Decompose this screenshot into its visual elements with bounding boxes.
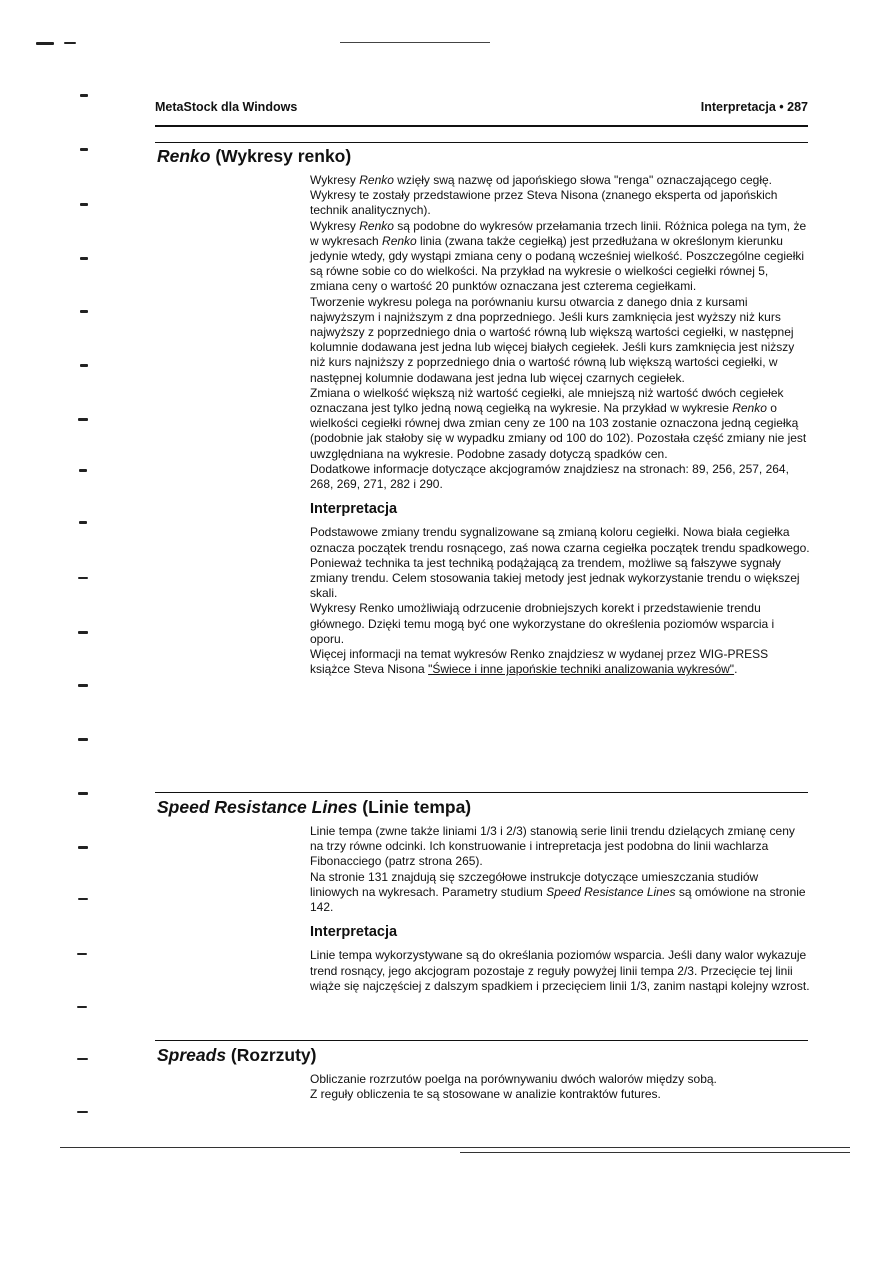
- section-title-italic: Renko: [157, 146, 211, 166]
- section-body-spreads: [310, 1072, 810, 1102]
- margin-mark: [78, 684, 88, 687]
- section-title-renko: [157, 146, 351, 167]
- paragraph: Na stronie 131 znajdują się szczegółowe instrukcje dotyczące umieszczania studiów liniowych na wykresach. Parametry studium Speed Resistance Lines są omówione na stronie 142.: [310, 869, 806, 915]
- running-header: [155, 100, 808, 116]
- header-book-title: MetaStock dla Windows: [155, 100, 298, 114]
- paragraph: Z reguły obliczenia te są stosowane w analizie kontraktów futures.: [310, 1087, 661, 1102]
- margin-mark: [80, 257, 88, 260]
- paragraph: Linie tempa (zwne także liniami 1/3 i 2/3) stanowią serie linii trendu dzielących zmianę ceny na trzy równe odcinki. Ich konstruowanie i intrepretacja jest podobna do linii wachlarza Fibonacciego (patrz strona 265).: [310, 824, 795, 869]
- paragraph: Więcej informacji na temat wykresów Renko znajdziesz w wydanej przez WIG-PRESS książce Steva Nisona "Świece i inne japońskie techniki analizowania wykresów".: [310, 647, 769, 677]
- margin-mark: [78, 898, 88, 900]
- margin-mark: [64, 42, 76, 44]
- paragraph: Wykresy Renko są podobne do wykresów przełamania trzech linii. Różnica polega na tym, że w wykresach Renko linia (zwana także cegiełką) jest przedłużana w określonym kierunku jedynie wtedy, gdy wystąpi zmiana ceny o podaną wcześniej wielkość. Poszczególne cegiełki są równe sobie co do wielkości. Na przykład na wykresie o wielkości cegiełki równej 5, zmiana ceny o wartość 20 punktów oznaczana jest czterema cegiełkami.: [310, 218, 807, 294]
- sub-heading-interpretacja: Interpretacja: [310, 924, 398, 941]
- paragraph: Linie tempa wykorzystywane są do określania poziomów wsparcia. Jeśli dany walor wykazuje trend rosnący, jego akcjogram pozostaje z reguły powyżej linii tempa 2/3. Przecięcie tej linii wiąże się najczęściej z dalszym spadkiem i przecięciem linii 1/3, zanim nastąpi kolejny wzrost.: [310, 948, 810, 993]
- margin-mark: [80, 148, 88, 151]
- paragraph: Wykresy Renko umożliwiają odrzucenie drobniejszych korekt i przedstawienie trendu głównego. Dzięki temu mogą być one wykorzystane do określenia poziomów wsparcia i oporu.: [310, 601, 775, 646]
- section-title-rest: (Rozrzuty): [226, 1045, 317, 1065]
- paragraph: Obliczanie rozrzutów poelga na porównywaniu dwóch walorów między sobą.: [310, 1072, 717, 1086]
- margin-mark: [80, 310, 88, 313]
- margin-mark: [78, 846, 88, 849]
- section-rule: [155, 792, 808, 793]
- section-title-speed-resistance-lines: [157, 797, 471, 818]
- section-body-speed-resistance-lines: [310, 824, 810, 994]
- section-rule: [155, 142, 808, 143]
- paragraph: Wykresy Renko wzięły swą nazwę od japońskiego słowa "renga" oznaczającego cegłę. Wykresy te zostały przedstawione przez Steva Nisona (znanego eksperta od japońskich technik analitycznych).: [310, 173, 778, 218]
- margin-mark: [78, 738, 88, 741]
- paragraph: Podstawowe zmiany trendu sygnalizowane są zmianą koloru cegiełki. Nowa biała cegiełka oznacza początek trendu rosnącego, zaś nowa czarna cegiełka początek trendu spadkowego. Ponieważ technika ta jest techniką podążającą za trendem, możliwe są fałszywe sygnały zmiany trendu. Celem stosowania takiej metody jest jednak wykorzystanie trendu o większej skali.: [310, 525, 810, 601]
- margin-mark: [78, 577, 88, 579]
- scan-bottom-rule: [60, 1147, 850, 1148]
- margin-mark: [77, 1111, 88, 1113]
- scan-top-rule: [340, 42, 490, 43]
- header-page-info: Interpretacja • 287: [700, 100, 808, 114]
- margin-mark: [36, 42, 54, 45]
- section-title-italic: Speed Resistance Lines: [157, 797, 358, 817]
- margin-mark: [80, 364, 88, 367]
- section-body-renko: [310, 173, 810, 678]
- header-rule: [155, 125, 808, 127]
- section-title-italic: Spreads: [157, 1045, 227, 1065]
- scan-bottom-rule: [460, 1152, 850, 1153]
- margin-mark: [80, 94, 88, 97]
- section-title-rest: (Linie tempa): [357, 797, 472, 817]
- margin-mark: [78, 631, 88, 634]
- margin-mark: [79, 469, 87, 472]
- margin-mark: [78, 418, 88, 421]
- section-title-rest: (Wykresy renko): [210, 146, 352, 166]
- sub-heading-interpretacja: Interpretacja: [310, 501, 398, 518]
- margin-mark: [79, 521, 87, 524]
- margin-mark: [77, 1058, 88, 1060]
- margin-mark: [77, 953, 87, 955]
- paragraph: Tworzenie wykresu polega na porównaniu kursu otwarcia z danego dnia z kursami najwyższym i najniższym z dna poprzedniego. Jeśli kurs zamknięcia jest wyższy niż kurs najwyższy z poprzedniego dnia o wartość równą lub większą wartości cegiełki, w następnej kolumnie dodawana jest jedna lub więcej białych cegiełek. Jeśli kurs zamknięcia jest niższy niż kurs najniższy z poprzedniego dnia o wartość równą lub większą wartości cegiełki, w następnej kolumnie dodawana jest jedna lub więcej czarnych cegiełek.: [310, 294, 795, 385]
- section-rule: [155, 1040, 808, 1041]
- book-reference-link[interactable]: "Świece i inne japońskie techniki analizowania wykresów": [428, 662, 735, 677]
- margin-mark: [78, 792, 88, 795]
- margin-mark: [80, 203, 88, 206]
- paragraph: Zmiana o wielkość większą niż wartość cegiełki, ale mniejszą niż wartość dwóch cegiełek oznaczana jest tylko jedną nową cegiełką na wykresie. Na przykład w wykresie Renko o wielkości cegiełki równej dwa zmian ceny ze 100 na 103 zostanie oznaczona jedną cegiełką (podobnie jak stałoby się w wypadku zmiany od 100 do 102). Pozostała część zmiany nie jest uwzględniana na wykresie. Podobne zasady dotyczą spadków cen.: [310, 385, 807, 461]
- paragraph: Dodatkowe informacje dotyczące akcjogramów znajdziesz na stronach: 89, 256, 257, 264, 268, 269, 271, 282 i 290.: [310, 461, 789, 492]
- margin-mark: [77, 1006, 87, 1008]
- section-title-spreads: [157, 1045, 316, 1066]
